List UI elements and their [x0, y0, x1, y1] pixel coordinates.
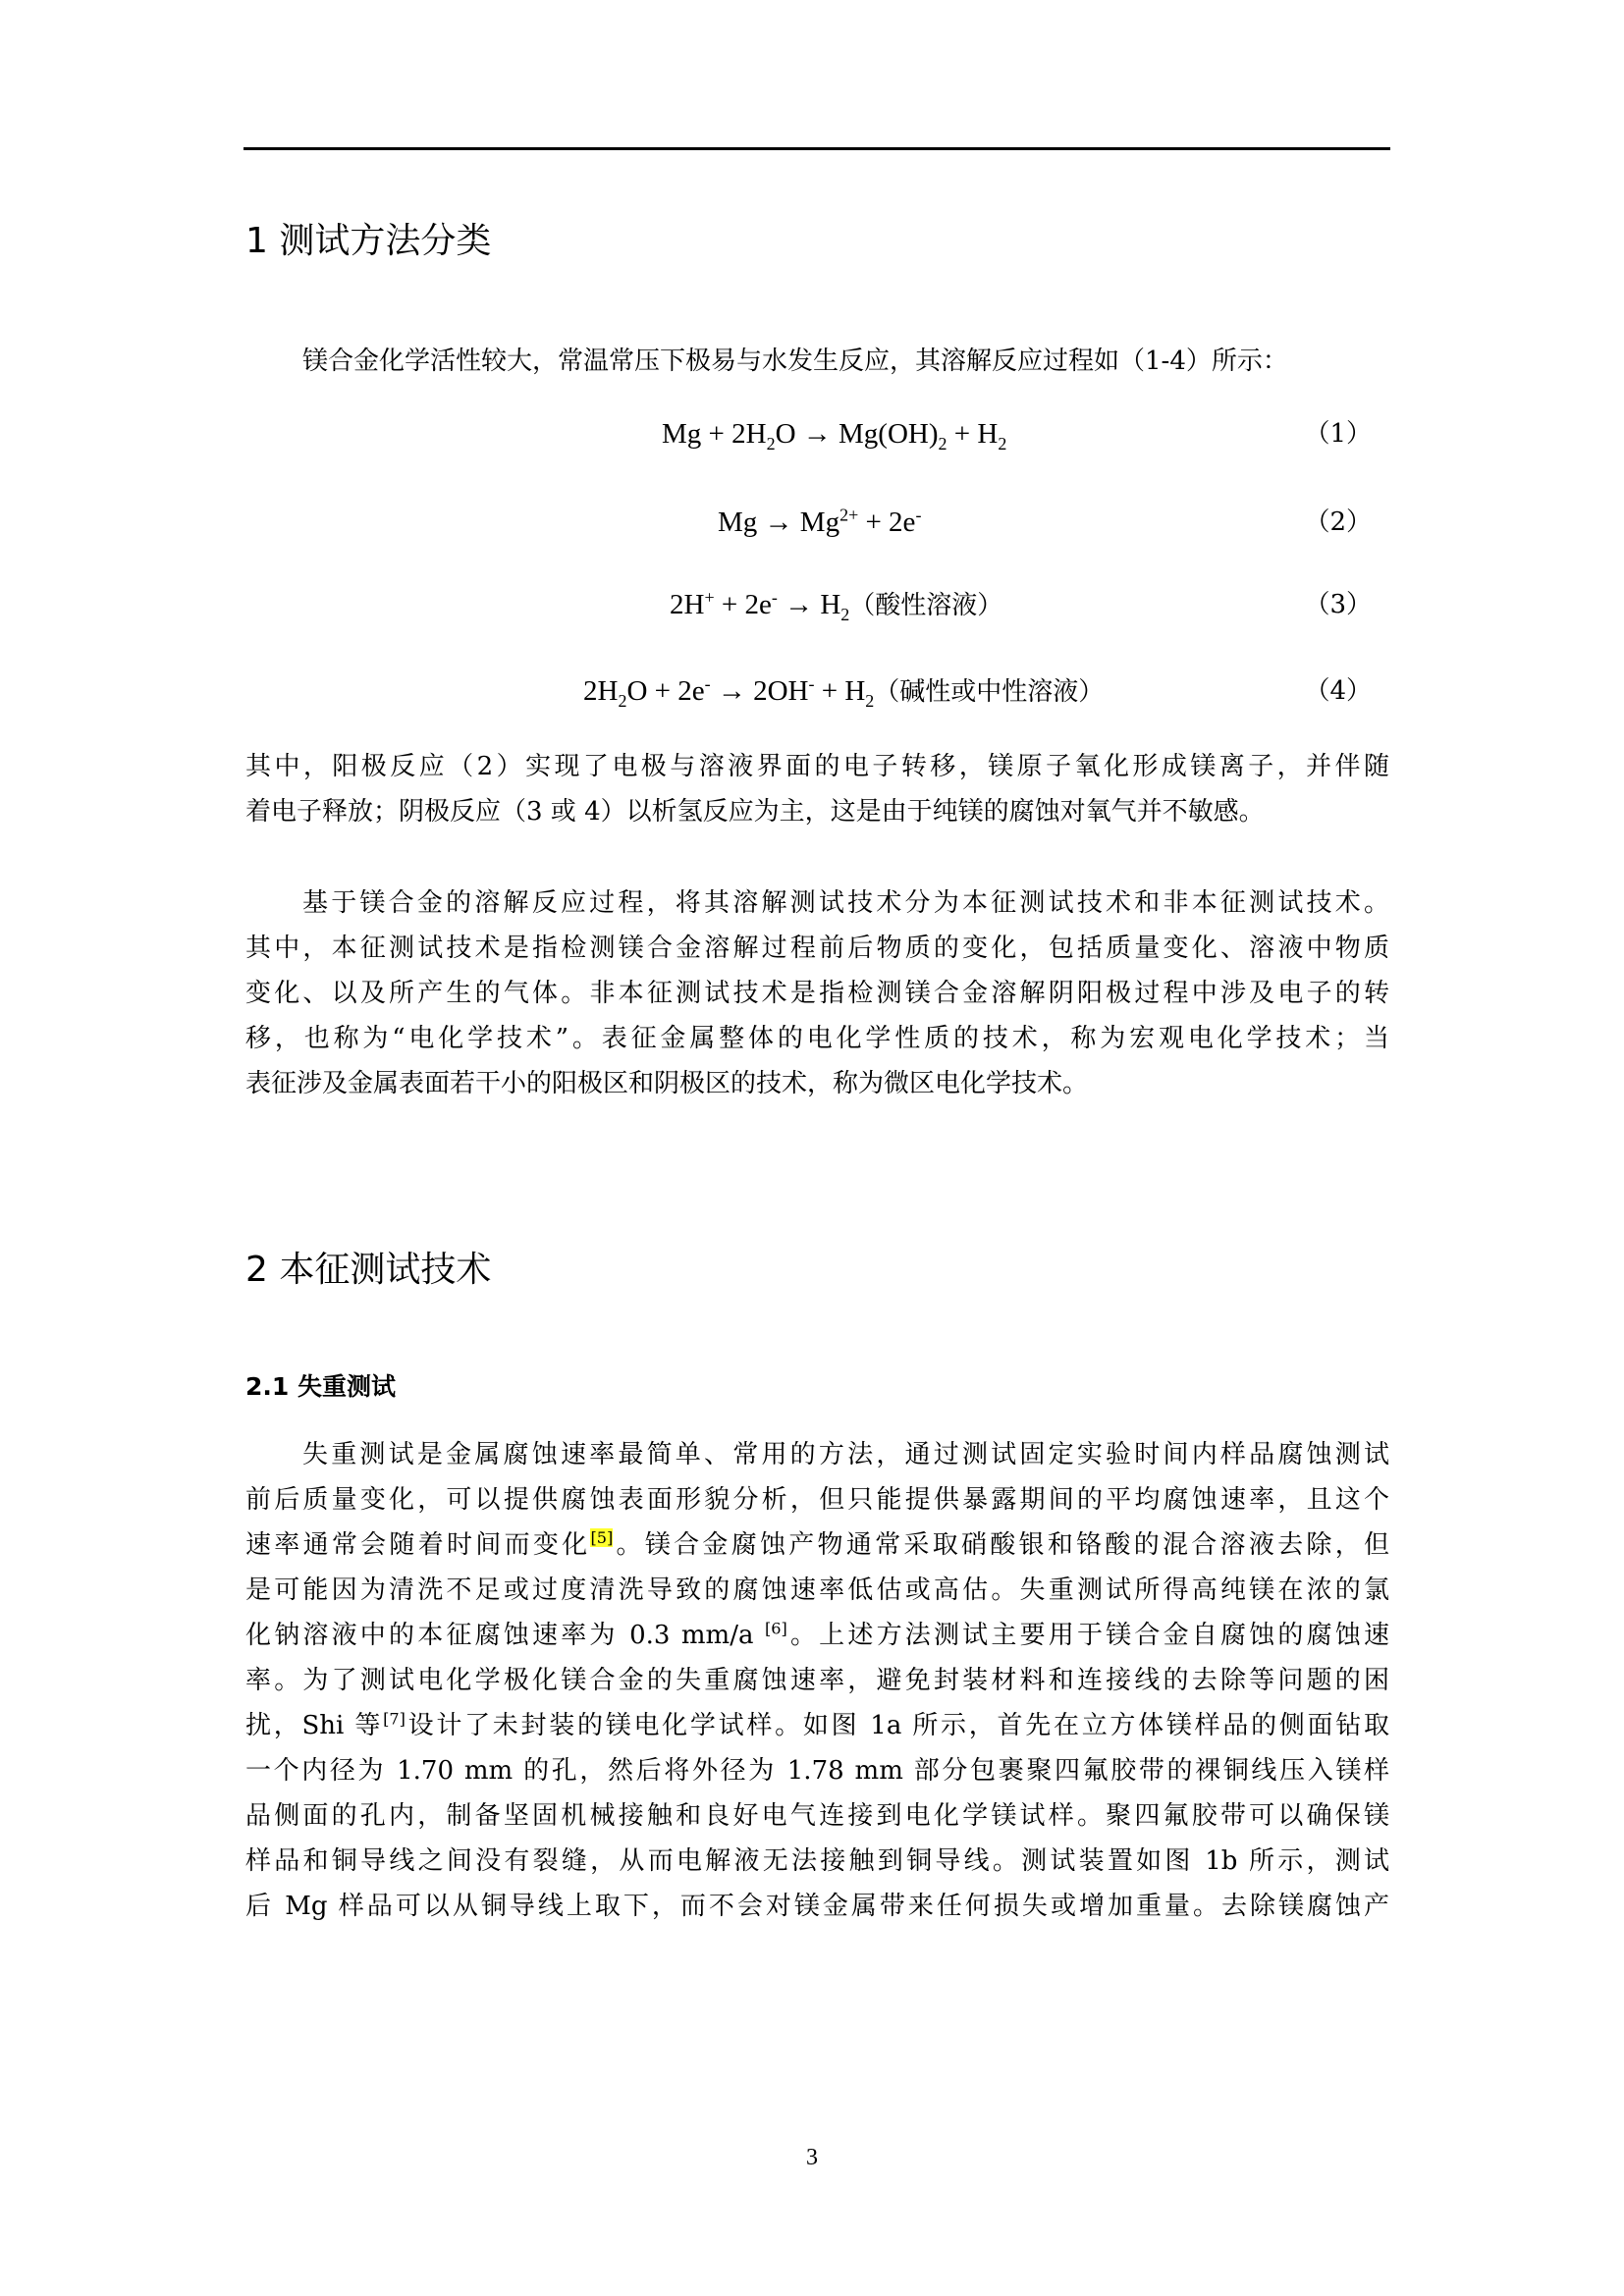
text-line: 率。为了测试电化学极化镁合金的失重腐蚀速率，避免封装材料和连接线的去除等问题的困	[245, 1666, 1389, 1695]
text-line: 其中，本征测试技术是指检测镁合金溶解过程前后物质的变化，包括质量变化、溶液中物质	[245, 934, 1389, 963]
text-line: 是可能因为清洗不足或过度清洗导致的腐蚀速率低估或高估。失重测试所得高纯镁在浓的氯	[245, 1575, 1389, 1605]
equation-1	[245, 410, 1389, 457]
intro-paragraph	[245, 339, 1389, 384]
equation-3-body: $2H^+ + 2e^- \to H_2$（酸性溶液）	[670, 587, 1003, 624]
text-segment: 。上述方法测试主要用于镁合金自腐蚀的腐蚀速	[786, 1621, 1389, 1650]
paragraph-weight-loss	[245, 1432, 1389, 1929]
text-line: 其中，阳极反应（2）实现了电极与溶液界面的电子转移，镁原子氧化形成镁离子，并伴随	[245, 752, 1389, 781]
text-line: 一个内径为 1.70 mm 的孔，然后将外径为 1.78 mm 部分包裹聚四氟胶带的裸铜线压入镁样	[245, 1756, 1389, 1786]
paragraph-anode-cathode	[245, 744, 1389, 834]
equation-4	[245, 667, 1389, 715]
text-line: 基于镁合金的溶解反应过程，将其溶解测试技术分为本征测试技术和非本征测试技术。	[302, 888, 1389, 918]
text-line	[245, 1613, 1389, 1658]
text-line: 表征涉及金属表面若干小的阳极区和阴极区的技术，称为微区电化学技术。	[245, 1069, 1089, 1098]
text-line: 失重测试是金属腐蚀速率最简单、常用的方法，通过测试固定实验时间内样品腐蚀测试	[302, 1440, 1389, 1469]
text-line: 变化、以及所产生的气体。非本征测试技术是指检测镁合金溶解阴阳极过程中涉及电子的转	[245, 979, 1389, 1008]
text-line	[245, 1703, 1389, 1748]
text-line: 前后质量变化，可以提供腐蚀表面形貌分析，但只能提供暴露期间的平均腐蚀速率，且这个	[245, 1485, 1389, 1515]
citation-5[interactable]: [5]	[590, 1528, 614, 1548]
equation-2-body: $Mg \to Mg^{2+} + 2e^-$	[718, 505, 922, 538]
equation-4-note: （碱性或中性溶液）	[874, 677, 1105, 707]
text-line: 样品和铜导线之间没有裂缝，从而电解液无法接触到铜导线。测试装置如图 1b 所示，测试	[245, 1846, 1389, 1876]
text-line	[245, 1522, 1389, 1568]
text-line: 着电子释放；阴极反应（3 或 4）以析氢反应为主，这是由于纯镁的腐蚀对氧气并不敏感。	[245, 797, 1265, 827]
equation-2	[245, 499, 1389, 546]
paragraph-test-classification	[245, 881, 1389, 1106]
text-segment: 设计了未封装的镁电化学试样。如图 1a 所示，首先在立方体镁样品的侧面钻取	[405, 1711, 1389, 1740]
equation-1-body: $Mg + 2H_2O \to Mg(OH)_2 + H_2$	[662, 418, 1007, 454]
equation-3-note: （酸性溶液）	[849, 591, 1003, 620]
intro-line: 镁合金化学活性较大，常温常压下极易与水发生反应，其溶解反应过程如（1-4）所示：	[302, 347, 1288, 376]
equation-3-number: （3）	[1304, 590, 1372, 619]
header-rule	[244, 147, 1390, 150]
text-segment: 扰，Shi 等	[245, 1711, 384, 1740]
text-segment: 。镁合金腐蚀产物通常采取硝酸银和铬酸的混合溶液去除，但	[613, 1530, 1389, 1560]
citation-7[interactable]: [7]	[383, 1709, 406, 1729]
equation-4-body: $2H_2O + 2e^- \to 2OH^- + H_2$（碱性或中性溶液）	[583, 673, 1105, 711]
equation-2-number: （2）	[1304, 507, 1372, 537]
citation-6[interactable]: [6]	[764, 1619, 787, 1638]
text-line: 品侧面的孔内，制备坚固机械接触和良好电气连接到电化学镁试样。聚四氟胶带可以确保镁	[245, 1801, 1389, 1831]
equation-4-number: （4）	[1304, 676, 1372, 706]
page-number: 3	[806, 2145, 818, 2170]
subsection-2-1-heading: 2.1 失重测试	[245, 1372, 396, 1401]
section-2-heading: 2 本征测试技术	[245, 1250, 492, 1290]
text-line: 移，也称为“电化学技术”。表征金属整体的电化学性质的技术，称为宏观电化学技术；当	[245, 1024, 1389, 1053]
section-1-heading: 1 测试方法分类	[245, 221, 492, 261]
text-segment: 速率通常会随着时间而变化	[245, 1530, 591, 1560]
equation-1-number: （1）	[1304, 419, 1372, 449]
equation-3	[245, 581, 1389, 628]
text-line: 后 Mg 样品可以从铜导线上取下，而不会对镁金属带来任何损失或增加重量。去除镁腐蚀产	[245, 1892, 1389, 1921]
text-segment: 化钠溶液中的本征腐蚀速率为 0.3 mm/a	[245, 1621, 765, 1650]
